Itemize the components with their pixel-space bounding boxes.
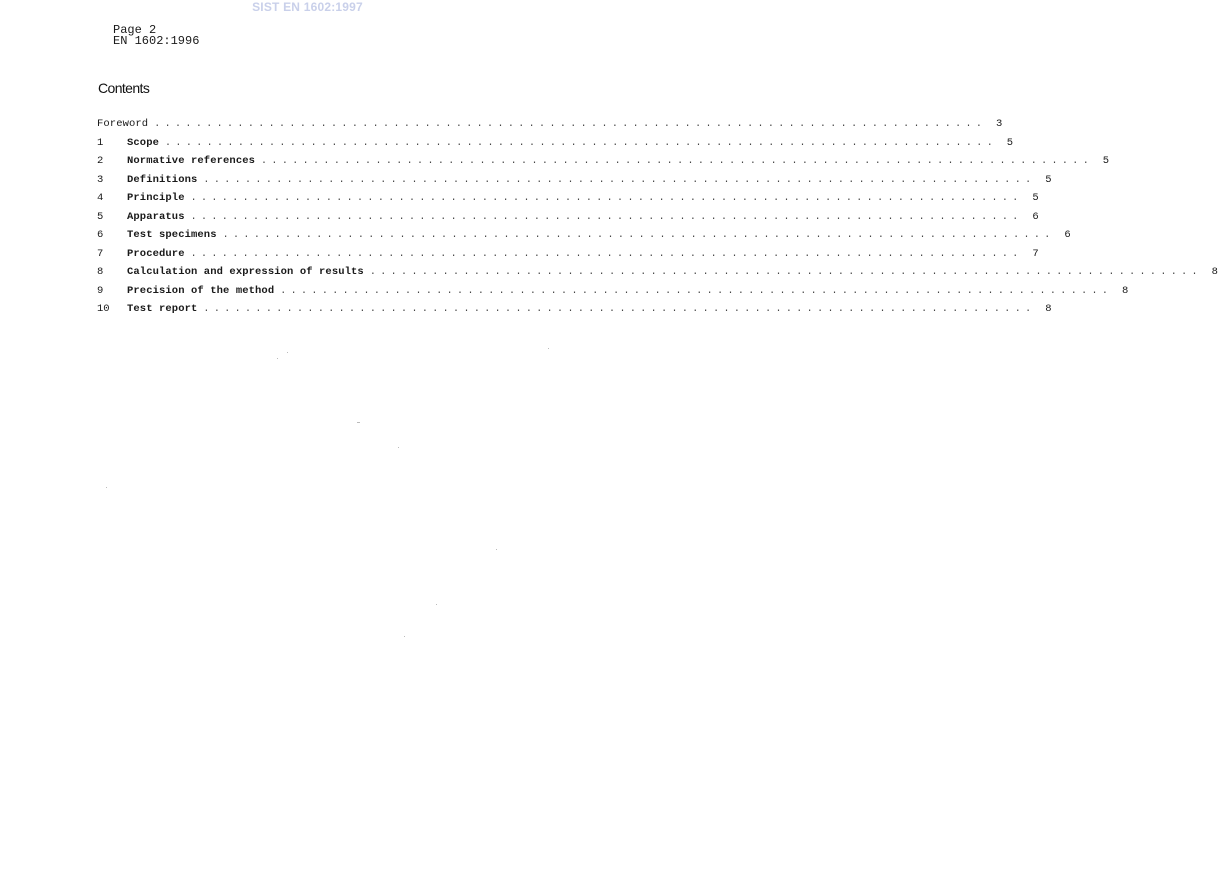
toc-entry-title: Precision of the method — [127, 284, 275, 297]
toc-entry-title: Principle — [127, 192, 185, 204]
toc-entry-page: 8 — [1122, 284, 1129, 297]
toc-entry — [97, 155, 1110, 174]
toc-entry-page: 5 — [1006, 136, 1014, 149]
toc-dot-leader: ................................................................................ — [222, 230, 1055, 241]
toc-entry-page: 8 — [1211, 266, 1218, 278]
toc-dot-leader: ................................................................................ — [261, 156, 1094, 167]
toc-entry — [97, 247, 1039, 267]
toc-entry-page: 8 — [1045, 303, 1052, 315]
toc-entry-page: 5 — [1102, 155, 1110, 167]
toc-dot-leader: ................................................................................ — [190, 193, 1023, 204]
toc-dot-leader: ................................................................................ — [190, 248, 1023, 260]
toc-entry-title: Procedure — [127, 247, 185, 260]
contents-heading: Contents — [98, 80, 150, 96]
toc-dot-leader: ................................................................................ — [280, 285, 1113, 297]
toc-entry-number: 5 — [97, 210, 104, 223]
toc-dot-leader: ................................................................................ — [369, 267, 1202, 278]
toc-dot-leader: ................................................................................ — [165, 137, 998, 149]
toc-entry-page: 5 — [1032, 192, 1039, 204]
toc-entry-title: Scope — [127, 136, 160, 149]
toc-entry-page: 7 — [1032, 247, 1039, 260]
toc-entry-title: Foreword — [97, 118, 149, 130]
toc-entry-number: 9 — [97, 284, 104, 297]
toc-entry-number: 1 — [97, 136, 104, 149]
toc-entry-title: Calculation and expression of results — [127, 266, 364, 278]
toc-dot-leader: ................................................................................ — [203, 304, 1036, 315]
toc-entry-title: Apparatus — [127, 210, 185, 223]
standard-id: EN 1602:1996 — [113, 34, 200, 48]
toc-entry-number: 3 — [97, 173, 104, 186]
table-of-contents — [97, 118, 1218, 322]
toc-entry-page: 6 — [1032, 210, 1039, 223]
toc-entry — [97, 229, 1071, 248]
toc-entry-number: 10 — [97, 303, 110, 315]
toc-entry-page: 3 — [995, 118, 1003, 130]
toc-entry — [97, 192, 1039, 211]
toc-entry-number: 2 — [97, 155, 104, 167]
toc-entry-number: 4 — [97, 192, 104, 204]
toc-entry-number: 7 — [97, 247, 104, 260]
toc-entry-title: Definitions — [127, 173, 198, 186]
toc-entry-number: 8 — [97, 266, 104, 278]
toc-dot-leader: ................................................................................ — [154, 119, 987, 130]
toc-entry-title: Normative references — [127, 155, 256, 167]
toc-entry — [97, 266, 1218, 285]
toc-entry-page: 5 — [1045, 173, 1052, 186]
toc-entry — [97, 210, 1039, 230]
toc-entry — [97, 136, 1014, 156]
toc-entry — [97, 173, 1052, 193]
watermark: SIST EN 1602:1997 — [252, 0, 363, 14]
toc-dot-leader: ................................................................................ — [203, 174, 1036, 186]
page-header — [113, 25, 199, 47]
toc-entry — [97, 303, 1052, 322]
toc-entry-number: 6 — [97, 229, 104, 241]
toc-dot-leader: ................................................................................ — [190, 211, 1023, 223]
toc-entry-title: Test report — [127, 303, 198, 315]
toc-entry-page: 6 — [1064, 229, 1071, 241]
toc-entry-title: Test specimens — [127, 229, 217, 241]
toc-entry — [97, 118, 1003, 137]
toc-entry — [97, 284, 1129, 304]
page-number: Page 2 — [113, 23, 157, 37]
